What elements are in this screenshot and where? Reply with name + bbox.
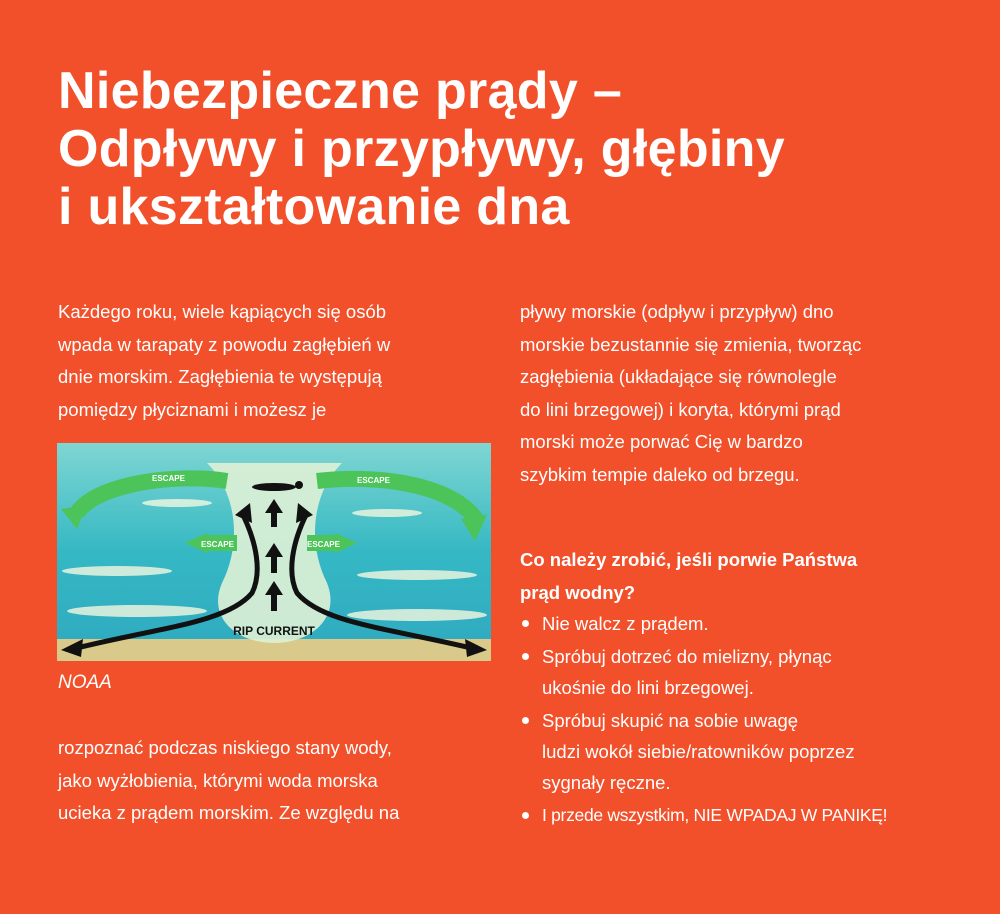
- rip-current-label: RIP CURRENT: [233, 624, 315, 638]
- advice-list: [520, 608, 980, 833]
- bullet-dot-icon: [522, 653, 529, 660]
- title-line-2: Odpływy i przypływy, głębiny: [58, 120, 785, 179]
- escape-label-left: ESCAPE: [152, 474, 185, 483]
- list-item: I przede wszystkim, NIE WPADAJ W PANIKĘ!: [520, 800, 980, 831]
- title-line-1: Niebezpieczne prądy –: [58, 62, 623, 120]
- paragraph-continued: rozpoznać podczas niskiego stany wody, jako wyżłobienia, którymi woda morska ucieka z prądem morskim. Ze względu na: [58, 737, 400, 823]
- paragraph-tides: pływy morskie (odpływ i przypływ) dno morskie bezustannie się zmienia, tworząc zagłębienia (układające się równolegle do lini brzegowej) i koryta, którymi prąd morski może porwać Cię w bardzo szybkim tempie daleko od brzegu.: [520, 301, 862, 485]
- escape-label-mid-right: ESCAPE: [307, 540, 340, 549]
- bullet-dot-icon: [522, 717, 529, 724]
- page-title: [58, 62, 958, 237]
- list-item: Spróbuj dotrzeć do mielizny, płynąc ukośnie do lini brzegowej.: [520, 641, 980, 703]
- escape-label-mid-left: ESCAPE: [201, 540, 234, 549]
- question-heading: Co należy zrobić, jeśli porwie Państwa prąd wodny?: [520, 549, 858, 603]
- list-item: Spróbuj skupić na sobie uwagę ludzi wokół siebie/ratowników poprzez sygnały ręczne.: [520, 705, 980, 798]
- escape-label-right: ESCAPE: [357, 476, 390, 485]
- list-item: Nie walcz z prądem.: [520, 608, 980, 639]
- bullet-dot-icon: [522, 812, 529, 819]
- rip-current-illustration: [57, 443, 491, 661]
- paragraph-intro: Każdego roku, wiele kąpiących się osób wpada w tarapaty z powodu zagłębień w dnie morskim. Zagłębienia te występują pomiędzy płyciznami i możesz je: [58, 301, 391, 420]
- rip-current-diagram: [57, 443, 491, 661]
- bullet-dot-icon: [522, 620, 529, 627]
- figure-caption: NOAA: [58, 672, 112, 693]
- title-line-3: i ukształtowanie dna: [58, 178, 570, 237]
